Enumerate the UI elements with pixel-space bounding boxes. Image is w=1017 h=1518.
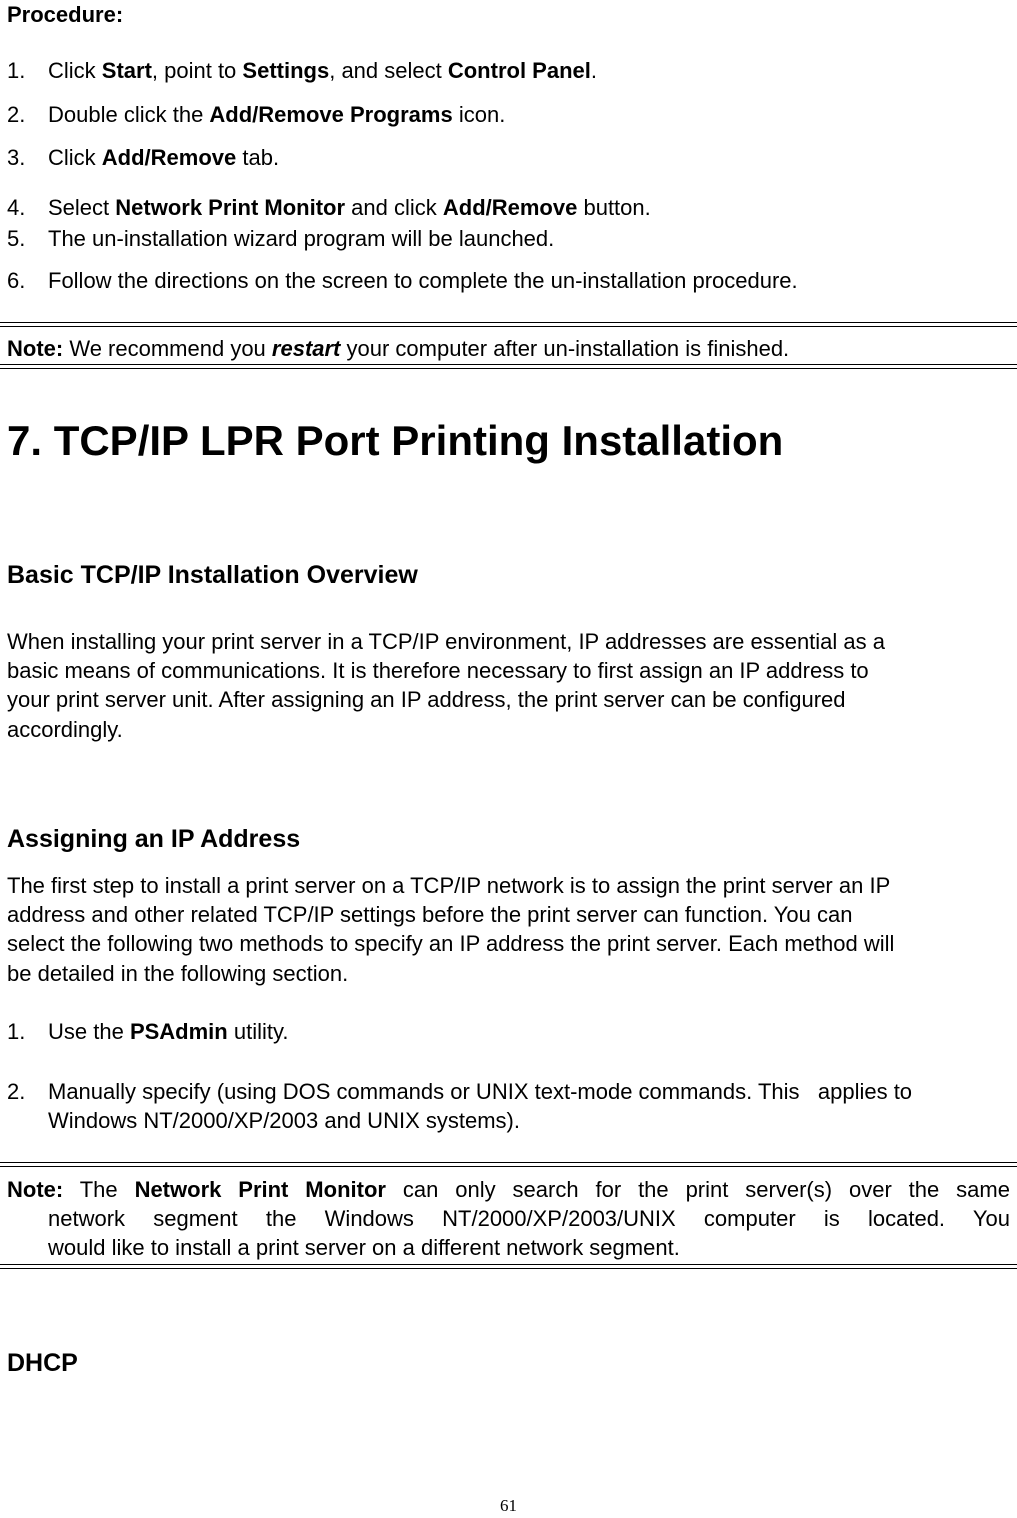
paragraph-line: address and other related TCP/IP settings before the print server can function. You can bbox=[7, 902, 853, 928]
note-bottom-rule bbox=[0, 368, 1017, 369]
step-number: 4. bbox=[7, 195, 26, 220]
step-text: Click Start, point to Settings, and select Control Panel. bbox=[48, 58, 597, 83]
method-item-manual-line2: Windows NT/2000/XP/2003 and UNIX systems). bbox=[48, 1108, 520, 1133]
paragraph-line: basic means of communications. It is therefore necessary to first assign an IP address to bbox=[7, 658, 869, 684]
procedure-steps bbox=[7, 0, 1007, 300]
note-bottom-rule-inner bbox=[0, 364, 1017, 365]
note-restart: Note: We recommend you restart your computer after un-installation is finished. bbox=[7, 336, 790, 361]
assign-heading: Assigning an IP Address bbox=[7, 825, 301, 853]
step-number: 6. bbox=[7, 268, 26, 293]
step-text: Select Network Print Monitor and click Add/Remove button. bbox=[48, 195, 651, 220]
note-top-rule bbox=[0, 322, 1017, 323]
step-text: The un-installation wizard program will be launched. bbox=[48, 226, 555, 251]
step-text: Double click the Add/Remove Programs icon. bbox=[48, 102, 506, 127]
note2-top-rule bbox=[0, 1162, 1017, 1163]
paragraph-line: select the following two methods to specify an IP address the print server. Each method will bbox=[7, 931, 895, 957]
note-network-segment: Note: The Network Print Monitor can only search for the print server(s) over the same network segment the Windows NT/2000/XP/2003/UNIX computer is located. You would like to install a print server on a different network segment. bbox=[7, 1177, 1010, 1261]
page-number: 61 bbox=[500, 1496, 517, 1515]
paragraph-line: The first step to install a print server on a TCP/IP network is to assign the print server an IP bbox=[7, 873, 891, 898]
step-number: 2. bbox=[7, 102, 26, 127]
paragraph-line: accordingly. bbox=[7, 716, 123, 742]
note-emphasis: restart bbox=[271, 336, 341, 361]
step-text: Click Add/Remove tab. bbox=[48, 145, 280, 170]
paragraph-line: your print server unit. After assigning an IP address, the print server can be configured bbox=[7, 687, 846, 713]
dhcp-heading: DHCP bbox=[7, 1349, 78, 1377]
step-number: 3. bbox=[7, 145, 26, 170]
chapter-title: 7. TCP/IP LPR Port Printing Installation bbox=[7, 417, 784, 464]
step-text: Follow the directions on the screen to complete the un-installation procedure. bbox=[48, 268, 798, 293]
procedure-heading: Procedure: bbox=[7, 2, 124, 27]
overview-heading: Basic TCP/IP Installation Overview bbox=[7, 561, 418, 589]
assign-paragraph bbox=[7, 871, 1010, 988]
paragraph-line: be detailed in the following section. bbox=[7, 960, 349, 986]
note2-bottom-rule-inner bbox=[0, 1264, 1017, 1265]
note2-bottom-rule bbox=[0, 1268, 1017, 1269]
note2-top-rule-inner bbox=[0, 1166, 1017, 1167]
note-top-rule-inner bbox=[0, 326, 1017, 327]
step-number: 5. bbox=[7, 226, 26, 251]
note2-label: Note: bbox=[7, 1177, 64, 1202]
overview-paragraph bbox=[7, 627, 1010, 744]
paragraph-line: When installing your print server in a TCP/IP environment, IP addresses are essential as a bbox=[7, 629, 885, 654]
note-label: Note: bbox=[7, 336, 64, 361]
step-number: 1. bbox=[7, 58, 26, 83]
